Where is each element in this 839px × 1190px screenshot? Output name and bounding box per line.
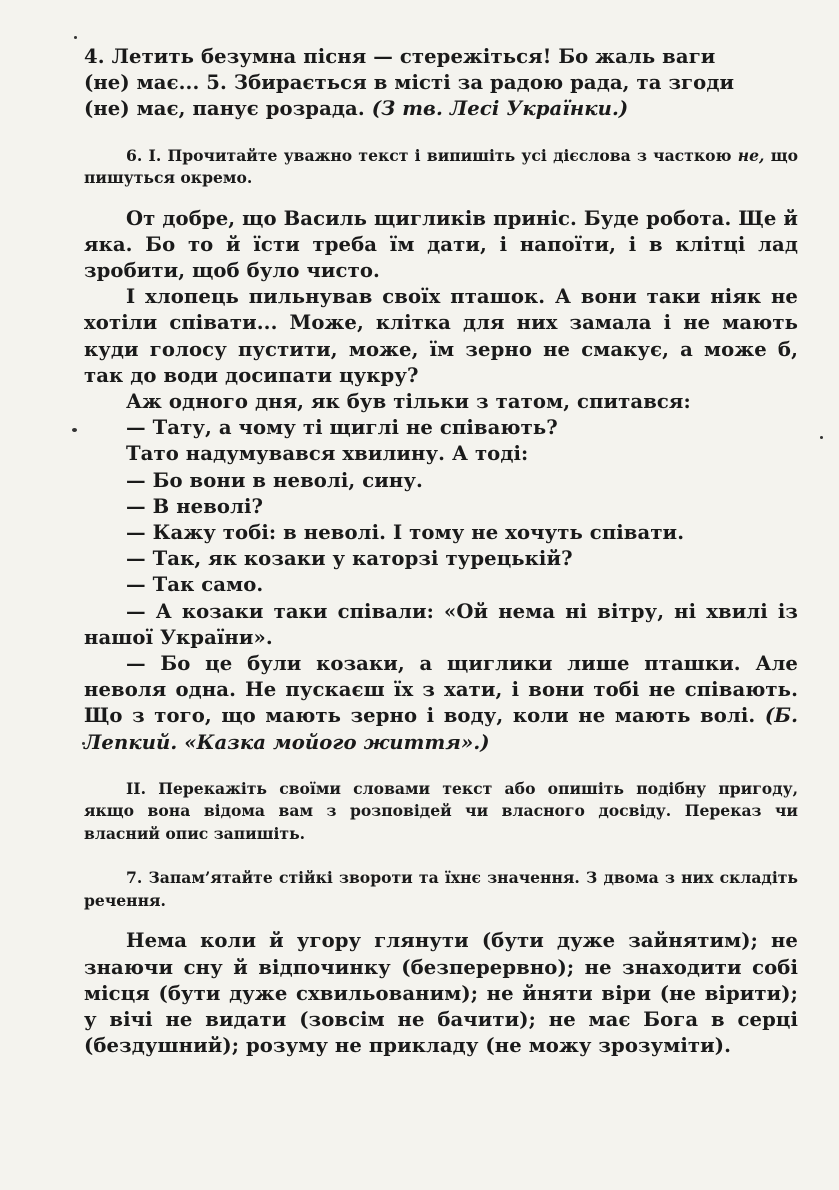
speck (820, 436, 823, 439)
intro-line-1: 4. Летить безумна пісня — стережіться! Бо жаль ваги (84, 45, 716, 68)
textbook-page (84, 44, 798, 1059)
task-6-part-2: II. Перекажіть своїми словами текст або опишіть подібну пригоду, якщо вона відома вам з розповідей чи власного досвіду. Переказ чи власний опис запишіть. (84, 778, 798, 843)
intro-line-2: (не) має... 5. Збирається в місті за радою рада, та згоди (84, 71, 735, 95)
story-paragraph: І хлопець пильнував своїх пташок. А вони таки ніяк не хотіли співати... Може, клітка для них замала і не мають куди голосу пустити, може, їм зерно не смакує, а може б, так до води досипати цукру? (84, 285, 798, 387)
task-6-number: 6. (126, 145, 143, 165)
idioms-list: Нема коли й угору глянути (бути дуже зайнятим); не знаючи сну й відпочинку (безперервно); не знаходити собі місця (бути дуже схвильованим); не йняти віри (не вірити); у вічі не видати (зовсім не бачити); не має Бога в серці (бездушний); розуму не прикладу (не можу зрозуміти). (84, 929, 798, 1058)
speck (72, 428, 77, 432)
dialogue-line: — В неволі? (126, 494, 264, 518)
task-6-instruction (84, 145, 798, 190)
dialogue-line-final-text: — Бо це були козаки, а щиглики лише пташки. Але неволя одна. Не пускаєш їх з хати, і вони тобі не співають. Що з того, що мають зерно і воду, коли не мають волі. (84, 652, 798, 728)
story-paragraph: Аж одного дня, як був тільки з татом, спитався: (126, 390, 691, 414)
story-text (84, 206, 798, 756)
task-6-instruction-prefix: І. Прочитайте уважно текст і випишіть усі дієслова з часткою (148, 145, 732, 165)
story-source: (Б. Лепкий. «Казка мойого життя».) (84, 704, 798, 754)
intro-source: (З тв. Лесі Українки.) (371, 97, 629, 121)
dialogue-line: — А козаки таки співали: «Ой нема ні вітру, ні хвилі із нашої України». (84, 599, 798, 649)
task-7-instruction (84, 867, 798, 912)
dialogue-line: — Бо вони в неволі, сину. (126, 468, 423, 492)
speck (74, 36, 77, 39)
task-6-instruction-suffix: що пишуться окремо. (84, 145, 799, 188)
dialogue-line: — Так, як козаки у каторзі турецькій? (126, 547, 573, 571)
dialogue-line-final (84, 651, 798, 756)
dialogue-line: — Кажу тобі: в неволі. І тому не хочуть співати. (126, 521, 685, 545)
intro-exercise-continuation (84, 44, 798, 123)
story-paragraph: Тато надумувався хвилину. А тоді: (126, 442, 529, 466)
dialogue-line: — Так само. (126, 573, 264, 597)
intro-line-3: (не) має, панує розрада. (84, 97, 365, 121)
task-7-instruction-text: Запам’ятайте стійкі звороти та їхнє значення. З двома з них складіть речення. (84, 868, 798, 910)
dialogue-line: — Тату, а чому ті щиглі не співають? (126, 416, 558, 440)
task-7-number: 7. (126, 868, 143, 888)
task-6-particle: не, (737, 145, 765, 165)
story-paragraph: От добре, що Василь щигликів приніс. Буде робота. Ще й яка. Бо то й їсти треба їм дати, і напоїти, і в клітці лад зробити, щоб було чисто. (84, 206, 798, 283)
